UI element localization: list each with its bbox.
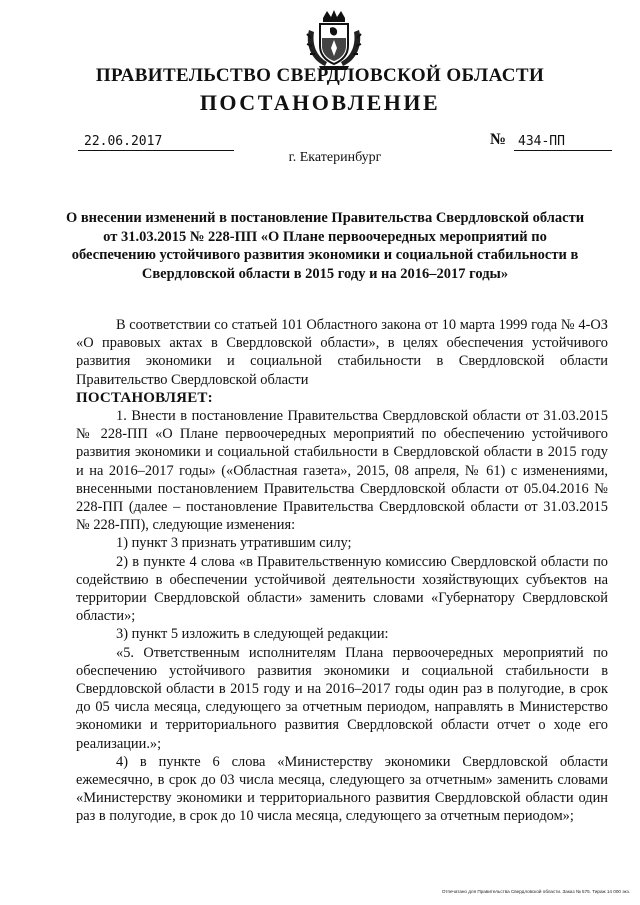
document-date: 22.06.2017 <box>78 133 234 151</box>
body-paragraph: 1. Внести в постановление Правительства Свердловской области от 31.03.2015 № 228-ПП «О Плане первоочередных мероприятий по обеспечению устойчивого развития экономики и социальной стабильности в Свердловской области в 2015 году и на 2016–2017 годы» («Областная газета», 2015, 08 апреля, № 61) с изменениями, внесенными постановлением Правительства Свердловской области от 05.04.2016 № 228-ПП (далее – постановление Правительства Свердловской области от 31.03.2015 № 228-ПП), следующие изменения: <box>76 408 608 534</box>
body-paragraph: 3) пункт 5 изложить в следующей редакции: <box>116 626 389 643</box>
document-type: ПОСТАНОВЛЕНИЕ <box>199 90 441 115</box>
document-subject: О внесении изменений в постановление Правительства Свердловской области от 31.03.2015 № 228-ПП «О Плане первоочередных мероприятий по обеспечению устойчивого развития экономики и социальной стабильности в Свердловской области в 2015 году и на 2016–2017 годы» <box>65 210 585 282</box>
government-title: ПРАВИТЕЛЬСТВО СВЕРДЛОВСКОЙ ОБЛАСТИ <box>95 65 545 86</box>
preamble: В соответствии со статьей 101 Областного закона от 10 марта 1999 года № 4-ОЗ «О правовых актах в Свердловской области», в целях обеспечения устойчивого развития экономики и социальной стабильности в Свердловской области Правительство Свердловской области <box>76 317 608 388</box>
resolves-heading: ПОСТАНОВЛЯЕТ: <box>76 389 213 406</box>
number-sign: № <box>490 131 507 148</box>
body-paragraph: 1) пункт 3 признать утратившим силу; <box>116 535 352 552</box>
city-name: г. Екатеринбург <box>288 150 382 165</box>
print-footer: Отпечатано для Правительства Свердловской области. Заказ № 575. Тираж 14 000 экз. <box>441 889 630 894</box>
coat-of-arms-sverdlovsk-icon <box>303 8 365 72</box>
document-number: 434-ПП <box>514 134 612 151</box>
body-paragraph: 2) в пункте 4 слова «в Правительственную комиссию Свердловской области по содействию в обеспечении устойчивой деятельности хозяйствующих субъектов на территории Свердловской области» заменить словами «Губернатору Свердловской области»; <box>76 553 608 625</box>
body-paragraph: «5. Ответственным исполнителям Плана первоочередных мероприятий по обеспечению устойчивого развития экономики и социальной стабильности в Свердловской области в 2015 году и на 2016–2017 годы один раз в полугодие, в срок до 05 числа месяца, следующего за отчетным периодом, направлять в Министерство экономики и территориального развития Свердловской области отчет о ходе его реализации.»; <box>76 644 608 752</box>
document-body <box>76 316 608 826</box>
body-paragraph: 4) в пункте 6 слова «Министерству экономики Свердловской области ежемесячно, в срок до 03 числа месяца, следующего за отчетным» заменить словами «Министерству экономики и территориального развития Свердловской области один раз в полугодие, в срок до 10 числа месяца, следующего за отчетным периодом»; <box>76 753 608 825</box>
